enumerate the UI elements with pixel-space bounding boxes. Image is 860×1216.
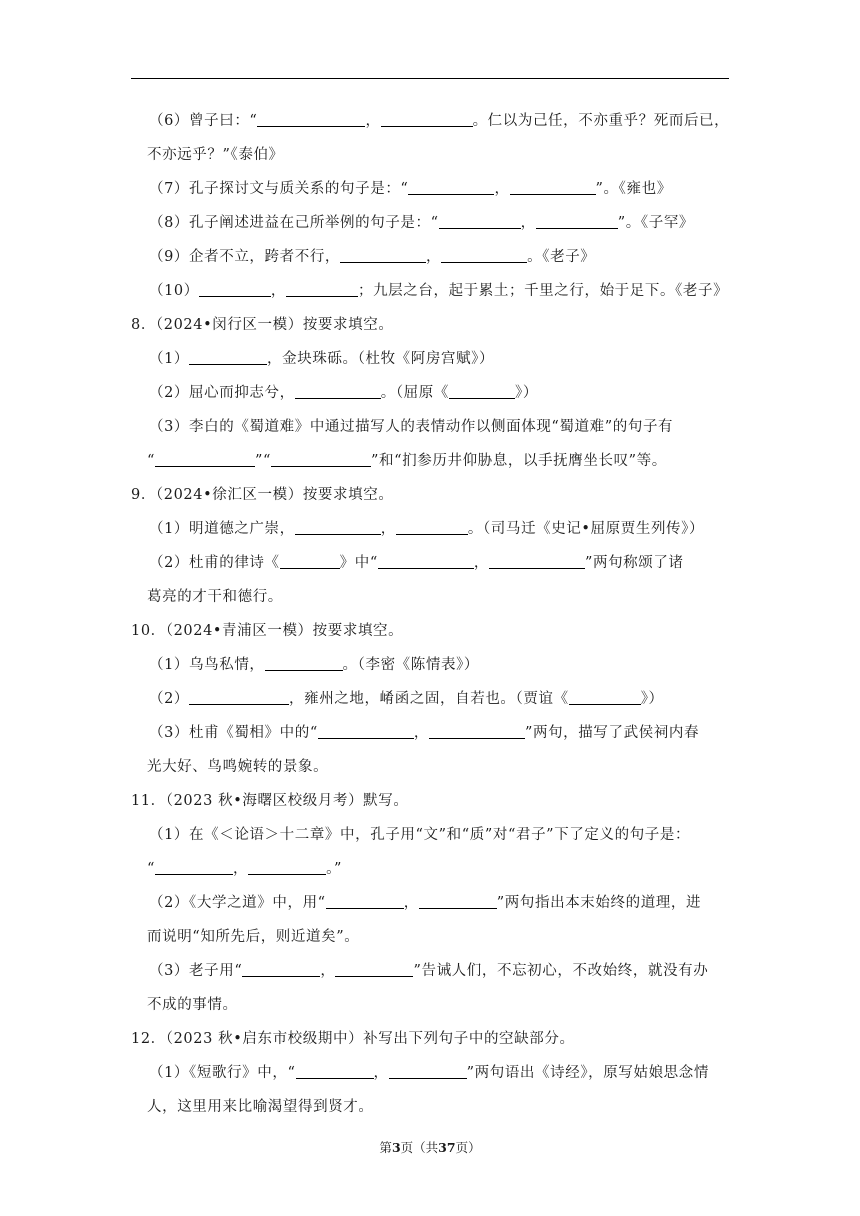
line-q11-2-a: （2）《大学之道》中，用“ ， ”两句指出本末始终的道理，进 (131, 886, 729, 920)
fill-blank[interactable] (242, 960, 320, 977)
fill-blank[interactable] (248, 858, 326, 875)
line-q9-2-a: （2）杜甫的律诗《 》中“ ， ”两句称颂了诸 (131, 546, 729, 580)
fill-blank[interactable] (429, 722, 525, 739)
fill-blank[interactable] (265, 654, 343, 671)
fill-blank[interactable] (155, 858, 233, 875)
fill-blank[interactable] (419, 892, 497, 909)
line-q12-1-b: 人，这里用来比喻渴望得到贤才。 (147, 1099, 374, 1115)
line-q10-2: （2） ，雍州之地，崤函之固，自若也。（贾谊《 》） (131, 682, 729, 716)
line-q7-10: （10） ， ；九层之台，起于累土；千里之行，始于足下。《老子》 (131, 274, 729, 308)
fill-blank[interactable] (257, 110, 365, 127)
fill-blank[interactable] (295, 382, 381, 399)
fill-blank[interactable] (378, 552, 474, 569)
line-q10-3-a: （3）杜甫《蜀相》中的“ ， ”两句，描写了武侯祠内春 (131, 716, 729, 750)
fill-blank[interactable] (318, 722, 414, 739)
question-10-title: 10．（2024•青浦区一模）按要求填空。 (131, 623, 404, 639)
line-q11-1-b: “ ， 。” (131, 852, 729, 886)
page-number: 3 (391, 1140, 401, 1155)
fill-blank[interactable] (569, 688, 641, 705)
line-q7-6-b: 不亦远乎？”《泰伯》 (147, 147, 284, 163)
question-9-title: 9．（2024•徐汇区一模）按要求填空。 (131, 487, 394, 503)
exercise-content (131, 104, 729, 1124)
page-footer: 第3页（共37页） (379, 1140, 481, 1155)
line-q9-1: （1）明道德之广崇， ， 。（司马迁《史记•屈原贾生列传》） (131, 512, 729, 546)
line-q8-3-b: “ ”“ ”和“扪参历井仰胁息，以手抚膺坐长叹”等。 (131, 444, 729, 478)
fill-blank[interactable] (396, 518, 468, 535)
line-q10-3-b: 光大好、鸟鸣婉转的景象。 (147, 759, 329, 775)
fill-blank[interactable] (381, 110, 473, 127)
fill-blank[interactable] (389, 1062, 467, 1079)
page-total: 37 (438, 1140, 456, 1155)
line-q12-1-a: （1）《短歌行》中，“ ， ”两句语出《诗经》，原写姑娘思念情 (131, 1056, 729, 1090)
line-q11-1-a: （1）在《＜论语＞十二章》中，孔子用“文”和“质”对“君子”下了定义的句子是： (149, 827, 691, 843)
question-12-title: 12．（2023 秋•启东市校级期中）补写出下列句子中的空缺部分。 (131, 1031, 575, 1047)
fill-blank[interactable] (199, 280, 271, 297)
fill-blank[interactable] (408, 178, 494, 195)
line-q7-6-a: （6）曾子曰：“ ， 。仁以为己任，不亦重乎？死而后已， (131, 104, 729, 138)
line-q11-2-b: 而说明“知所先后，则近道矣”。 (147, 929, 360, 945)
fill-blank[interactable] (335, 960, 413, 977)
line-q10-1: （1）乌鸟私情， 。（李密《陈情表》） (131, 648, 729, 682)
fill-blank[interactable] (189, 348, 267, 365)
fill-blank[interactable] (340, 246, 426, 263)
fill-blank[interactable] (286, 280, 358, 297)
line-q8-3-a: （3）李白的《蜀道难》中通过描写人的表情动作以侧面体现“蜀道难”的句子有 (149, 419, 674, 435)
fill-blank[interactable] (271, 450, 371, 467)
question-11-title: 11．（2023 秋•海曙区校级月考）默写。 (131, 793, 409, 809)
fill-blank[interactable] (489, 552, 585, 569)
fill-blank[interactable] (536, 212, 618, 229)
line-q7-8: （8）孔子阐述进益在己所举例的句子是：“ ， ”。《子罕》 (131, 206, 729, 240)
fill-blank[interactable] (155, 450, 255, 467)
line-q8-1: （1） ，金块珠砾。（杜牧《阿房宫赋》） (131, 342, 729, 376)
question-8-title: 8．（2024•闵行区一模）按要求填空。 (131, 317, 394, 333)
fill-blank[interactable] (189, 688, 289, 705)
fill-blank[interactable] (510, 178, 596, 195)
fill-blank[interactable] (439, 212, 521, 229)
fill-blank[interactable] (441, 246, 527, 263)
line-q7-9: （9）企者不立，跨者不行， ， 。《老子》 (131, 240, 729, 274)
fill-blank[interactable] (295, 518, 381, 535)
fill-blank[interactable] (280, 552, 340, 569)
header-rule (131, 78, 729, 79)
line-q8-2: （2）屈心而抑志兮， 。（屈原《 》） (131, 376, 729, 410)
line-q11-3-b: 不成的事情。 (147, 997, 238, 1013)
fill-blank[interactable] (296, 1062, 374, 1079)
fill-blank[interactable] (449, 382, 515, 399)
fill-blank[interactable] (326, 892, 404, 909)
line-q7-7: （7）孔子探讨文与质关系的句子是：“ ， ”。《雍也》 (131, 172, 729, 206)
line-q9-2-b: 葛亮的才干和德行。 (147, 589, 283, 605)
line-q11-3-a: （3）老子用“ ， ”告诫人们，不忘初心，不改始终，就没有办 (131, 954, 729, 988)
